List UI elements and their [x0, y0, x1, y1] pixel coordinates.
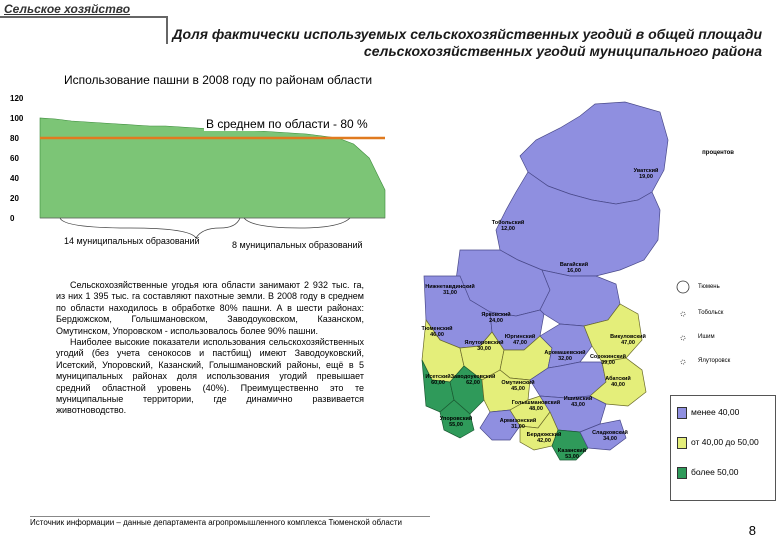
page-number: 8 [748, 523, 756, 538]
y-tick-label: 60 [10, 154, 19, 163]
body-paragraph-1: Сельскохозяйственные угодья юга области занимают 2 932 тыс. га, из них 1 395 тыс. га составляют пахотные земли. В 2008 году в среднем по области находилось в обработке 80% пашни. А в шести районах: Бердюжском, Голышмановском, Заводоуковском, Казанском, Омутинском, Упоровском - использовалось более 90% пашни. [56, 280, 364, 336]
page-title: Доля фактически используемых сельскохозяйственных угодий в общей площади сельскохозяйственных угодий муниципального района [172, 26, 762, 59]
region-label-vikulovo: Викуловский 47,00 [610, 334, 646, 346]
source-note: Источник информации – данные департамента агропромышленного комплекса Тюменской области [30, 518, 402, 527]
group2-bracket [244, 218, 350, 228]
region-label-sladkovo: Сладковский 34,00 [592, 430, 628, 442]
map-legend: менее 40,00 от 40,00 до 50,00 более 50,00 [670, 395, 776, 501]
region-label-abatsky: Абатский 40,00 [605, 376, 631, 388]
region-label-kazanka: Казанский 53,00 [557, 448, 587, 460]
group2-label: 8 муниципальных образований [232, 240, 363, 250]
source-rule [30, 516, 430, 517]
region-label-armizon: Армизонский 31,00 [499, 418, 537, 430]
y-tick-label: 120 [10, 94, 24, 103]
y-tick-label: 0 [10, 214, 15, 223]
town-dot-icon [676, 356, 692, 368]
section-header[interactable]: Сельское хозяйство [4, 2, 131, 16]
y-tick-label: 20 [10, 194, 19, 203]
region-label-tyumen: Тюменский 46,00 [421, 326, 453, 338]
region-label-golyshmanovo: Голышмановский 48,00 [511, 400, 561, 412]
header-rule [0, 16, 168, 18]
y-tick-label: 80 [10, 134, 19, 143]
body-paragraph-2: Наиболее высокие показатели использования сельскохозяйственных угодий (без учета сенокосов и пастбищ) имеют Заводоуковский, Исетский, Упоровский, Казанский, Голышмановский районы, ещё в 5 муниципальных районах доля использования угодий превышает средний областной уровень (40%). Преимущественно это те муниципальные территории, где динамично развивается животноводство. [56, 337, 364, 416]
y-axis-ticks [10, 94, 24, 223]
region-label-omutinsky: Омутинский 45,00 [501, 380, 535, 392]
area-chart [10, 92, 390, 232]
region-label-yurginsky: Юргинский 47,00 [504, 334, 536, 346]
group1-bracket [60, 218, 240, 238]
region-label-uvat: Уватский 19,00 [633, 168, 659, 180]
region-label-sorokino: Сорокинский 39,00 [589, 354, 627, 366]
map-region-vagai [540, 270, 620, 326]
legend-swatch [677, 437, 687, 449]
region-label-ishim: Ишимский 43,00 [563, 396, 593, 408]
group1-label: 14 муниципальных образований [64, 236, 200, 246]
chart-area-series [40, 118, 385, 218]
body-text [56, 280, 364, 417]
chart-subtitle: Использование пашни в 2008 году по районам области [64, 73, 373, 87]
region-label-tobolsk: Тобольский 12,00 [491, 220, 525, 232]
region-label-vagai: Вагайский 16,00 [559, 262, 589, 274]
region-label-yarkovo: Ярковский 24,00 [481, 312, 511, 324]
region-label-nizhnetavda: Нижнетавдинский 31,00 [425, 284, 475, 296]
average-annotation: В среднем по области - 80 % [206, 117, 368, 131]
y-tick-label: 100 [10, 114, 24, 123]
town-dot-icon [676, 332, 692, 344]
region-label-uporovo: Упоровский 55,00 [439, 416, 473, 428]
region-label-yalutorovsk: Ялуторовский 30,00 [464, 340, 504, 352]
city-circle-icon [676, 280, 692, 294]
y-tick-label: 40 [10, 174, 19, 183]
map-label-top: процентов [702, 150, 734, 156]
region-label-aromash: Аромашевский 32,00 [544, 350, 586, 362]
region-label-berdyuzhye: Бердюжский 42,00 [526, 432, 562, 444]
region-label-isetsky: Исетский 60,00 [425, 374, 451, 386]
town-dot-icon [676, 308, 692, 320]
legend-swatch [677, 407, 687, 419]
legend-swatch [677, 467, 687, 479]
region-label-zavodoukovsk: Заводоуковский 62,00 [450, 374, 496, 386]
